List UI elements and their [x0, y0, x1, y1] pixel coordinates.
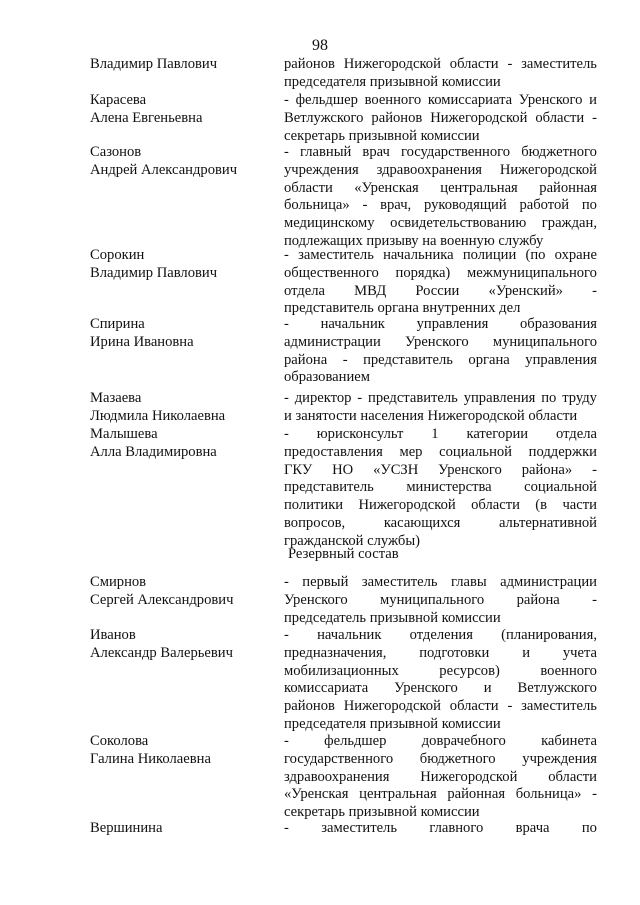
member-name — [90, 56, 270, 74]
role-line: Ветлужского районов Нижегородской области - — [284, 109, 597, 126]
role-line: ГКУ НО «УСЗН Уренского района» - — [284, 461, 597, 478]
role-line: - фельдшер военного комиссариата Уренского и — [284, 92, 597, 108]
role-line: председателя призывной комиссии — [284, 715, 501, 732]
role-line: предоставления мер социальной поддержки — [284, 443, 597, 460]
member-surname: Малышева — [90, 426, 158, 442]
role-line: Уренского муниципального района - — [284, 591, 597, 608]
role-line: политики Нижегородской области (в части — [284, 497, 597, 514]
member-surname: Смирнов — [90, 574, 147, 590]
reserve-member-role — [284, 627, 597, 734]
member-given-name: Алла Владимировна — [90, 443, 217, 460]
reserve-member-role — [284, 574, 597, 627]
role-line: вопросов, касающихся альтернативной — [284, 514, 597, 531]
role-line: - начальник отделения (планирования, — [284, 627, 597, 643]
member-role — [284, 426, 597, 551]
member-surname: Мазаева — [90, 390, 142, 406]
role-line: комиссариата Уренского и Ветлужского — [284, 680, 597, 697]
member-role — [284, 144, 597, 251]
page-number: 98 — [312, 37, 328, 54]
role-line: и занятости населения Нижегородской области — [284, 407, 578, 424]
member-given-name: Ирина Ивановна — [90, 333, 194, 350]
role-line: мобилизационных ресурсов) военного — [284, 662, 597, 679]
reserve-member-name — [90, 733, 270, 769]
member-given-name: Алена Евгеньевна — [90, 109, 203, 126]
member-surname: Сазонов — [90, 144, 142, 160]
role-line: гражданской службы) — [284, 532, 420, 549]
member-given-name: Андрей Александрович — [90, 161, 238, 178]
member-surname: Карасева — [90, 92, 147, 108]
role-line: председателя призывной комиссии — [284, 73, 501, 90]
role-line: района - представитель органа управления — [284, 351, 597, 368]
member-role — [284, 247, 597, 318]
member-name — [90, 92, 270, 128]
member-role — [284, 56, 597, 92]
member-given-name: Владимир Павлович — [90, 264, 218, 281]
role-line: - первый заместитель главы администрации — [284, 574, 597, 590]
role-line: - фельдшер доврачебного кабинета — [284, 733, 597, 749]
role-line: администрации Уренского муниципального — [284, 333, 597, 350]
member-surname: Соколова — [90, 733, 149, 749]
member-name — [90, 144, 270, 180]
reserve-heading: Резервный состав — [288, 546, 399, 562]
role-line: больница» - врач, руководящий работой по — [284, 197, 597, 214]
member-role — [284, 390, 597, 426]
member-role — [284, 316, 597, 387]
role-line: председатель призывной комиссии — [284, 609, 501, 626]
role-line: секретарь призывной комиссии — [284, 127, 480, 144]
role-line: государственного бюджетного учреждения — [284, 750, 597, 767]
reserve-member-role — [284, 820, 597, 838]
member-given-name: Владимир Павлович — [90, 56, 218, 72]
role-line: секретарь призывной комиссии — [284, 804, 480, 821]
member-name — [90, 426, 270, 462]
role-line: - юрисконсульт 1 категории отдела — [284, 426, 597, 442]
reserve-member-name — [90, 820, 270, 838]
role-line: отдела МВД России «Уренский» - — [284, 282, 597, 299]
role-line: медицинскому освидетельствованию граждан, — [284, 215, 597, 232]
reserve-member-name — [90, 627, 270, 663]
role-line: представитель органа внутренних дел — [284, 300, 521, 317]
member-given-name: Александр Валерьевич — [90, 644, 233, 661]
member-name — [90, 316, 270, 352]
role-line: учреждения здравоохранения Нижегородской — [284, 161, 597, 178]
member-given-name: Сергей Александрович — [90, 591, 234, 608]
role-line: общественного порядка) межмуниципального — [284, 264, 597, 281]
role-line: подлежащих призыву на военную службу — [284, 232, 544, 249]
member-name — [90, 247, 270, 283]
role-line: - директор - представитель управления по труду — [284, 390, 597, 406]
reserve-member-role — [284, 733, 597, 822]
member-surname: Сорокин — [90, 247, 145, 263]
role-line: образованием — [284, 369, 370, 386]
member-surname: Иванов — [90, 627, 136, 643]
role-line: - заместитель начальника полиции (по охране — [284, 247, 597, 263]
role-line: - заместитель главного врача по — [284, 820, 597, 836]
member-role — [284, 92, 597, 145]
role-line: - начальник управления образования — [284, 316, 597, 332]
member-surname: Спирина — [90, 316, 145, 332]
member-name — [90, 390, 270, 426]
member-surname: Вершинина — [90, 820, 163, 836]
role-line: - главный врач государственного бюджетного — [284, 144, 597, 160]
role-line: представитель министерства социальной — [284, 479, 597, 496]
member-given-name: Людмила Николаевна — [90, 407, 226, 424]
role-line: «Уренская центральная районная больница» - — [284, 786, 597, 803]
member-given-name: Галина Николаевна — [90, 750, 211, 767]
role-line: области «Уренская центральная районная — [284, 179, 597, 196]
role-line: районов Нижегородской области - заместитель — [284, 56, 597, 72]
reserve-member-name — [90, 574, 270, 610]
role-line: предназначения, подготовки и учета — [284, 644, 597, 661]
role-line: районов Нижегородской области - заместитель — [284, 698, 597, 715]
role-line: здравоохранения Нижегородской области — [284, 768, 597, 785]
